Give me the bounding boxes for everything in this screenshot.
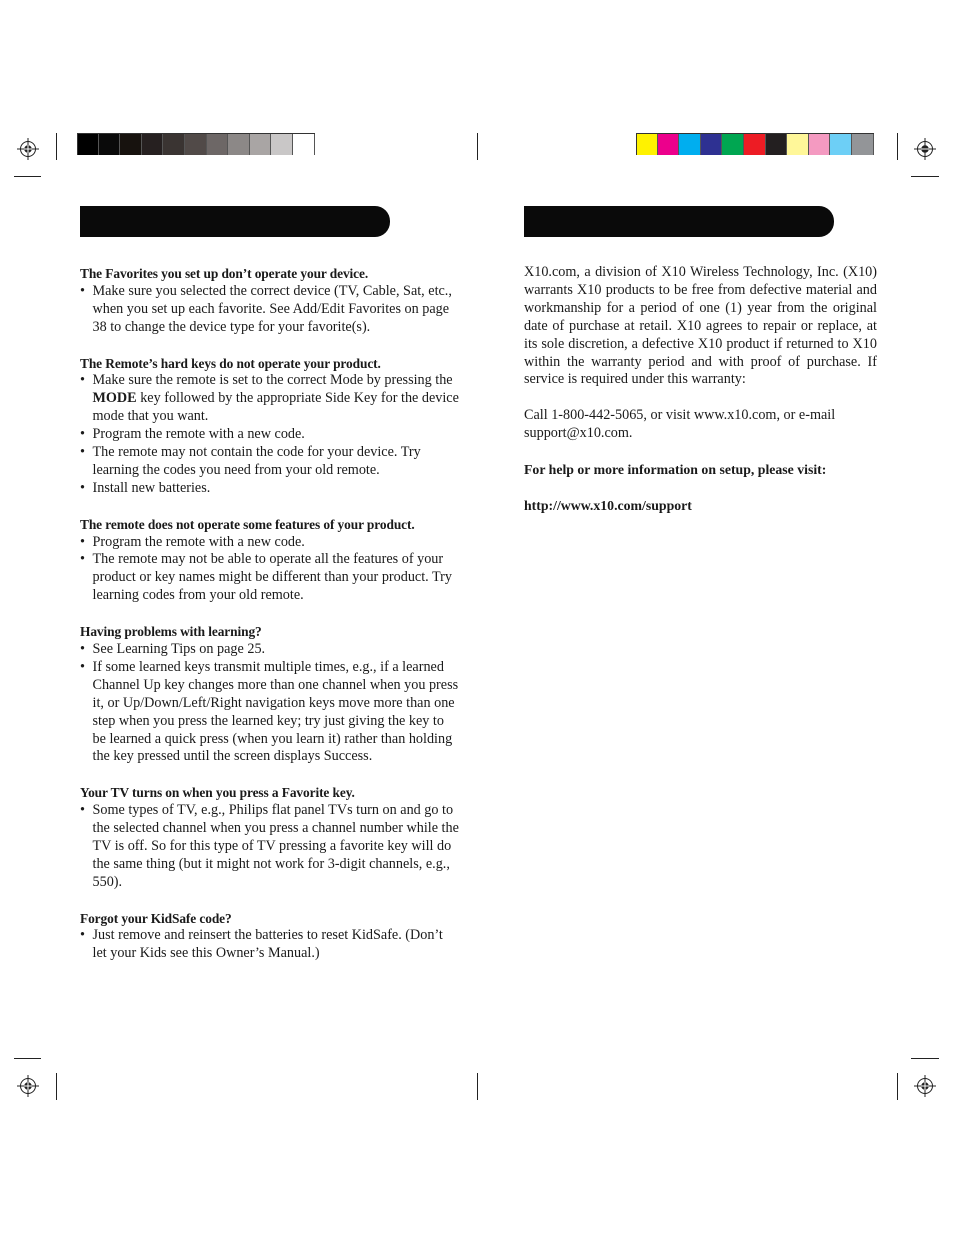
- bullet-item: • See Learning Tips on page 25.: [80, 641, 460, 659]
- section-heading: The Favorites you set up don’t operate your device.: [80, 266, 369, 281]
- troubleshooting-section: [80, 355, 460, 498]
- color-swatch: [658, 134, 680, 155]
- section-heading: Forgot your KidSafe code?: [80, 910, 232, 926]
- troubleshooting-column: [80, 265, 460, 981]
- support-link[interactable]: http://www.x10.com/support: [524, 497, 692, 513]
- gray-swatch: [250, 134, 272, 155]
- crop-mark: [911, 1058, 939, 1059]
- bullet-text: Make sure the remote is set to the correct Mode by pressing the: [92, 372, 453, 389]
- gray-swatch: [207, 134, 229, 155]
- gray-swatch: [163, 134, 185, 155]
- color-swatch: [787, 134, 809, 155]
- gray-swatch: [185, 134, 207, 155]
- bullet-list: [80, 927, 460, 963]
- grayscale-calibration-bar: [77, 133, 315, 154]
- troubleshooting-section: [80, 910, 460, 964]
- color-swatch: [636, 134, 658, 155]
- bullet-item: • Program the remote with a new code.: [80, 534, 460, 552]
- troubleshooting-section: [80, 516, 460, 606]
- bullet-item: • Just remove and reinsert the batteries to reset KidSafe. (Don’t let your Kids see this Owner’s Manual.): [80, 927, 460, 963]
- contact-text: Call 1-800-442-5065, or visit www.x10.com, or e-mail support@x10.com.: [524, 407, 836, 442]
- bullet-list: [80, 534, 460, 606]
- color-swatch: [722, 134, 744, 155]
- section-heading: Having problems with learning?: [80, 624, 262, 640]
- section-heading: The remote does not operate some features of your product.: [80, 516, 415, 532]
- crop-mark: [897, 133, 898, 160]
- gray-swatch: [99, 134, 121, 155]
- bullet-list: [80, 802, 460, 892]
- color-swatch: [809, 134, 831, 155]
- gray-swatch: [271, 134, 293, 155]
- color-swatch: [679, 134, 701, 155]
- mode-key-label: MODE: [92, 390, 137, 407]
- warranty-text: X10.com, a division of X10 Wireless Technology, Inc. (X10) warrants X10 products to be free from defective material and workmanship for a period of one (1) year from the original date of purchase at retail. X10 agrees to repair or replace, at its sole discretion, a defective X10 product if returned to X10 within the warranty period and with proof of purchase. If service is required under this warranty:: [524, 264, 877, 388]
- crop-mark: [911, 176, 939, 177]
- crop-mark: [477, 133, 478, 160]
- warranty-column: [524, 264, 877, 533]
- color-calibration-bar: [636, 133, 874, 154]
- bullet-item: • If some learned keys transmit multiple times, e.g., if a learned Channel Up key changes more than one channel when you press it, or Up/Down/Left/Right navigation keys move more than one step when you press the learned key; try just giving the key to be learned a quick press (when you learn it) rather than holding the key pressed until the screen displays Success.: [80, 659, 460, 766]
- bullet-item: [80, 372, 460, 426]
- color-swatch: [766, 134, 788, 155]
- bullet-item: • Make sure you selected the correct device (TV, Cable, Sat, etc., when you set up each favorite. See Add/Edit Favorites on page 38 to change the device type for your favorite(s).: [80, 283, 460, 337]
- registration-mark-icon: [914, 1075, 936, 1097]
- color-swatch: [852, 134, 874, 155]
- left-section-header: [80, 206, 390, 237]
- crop-mark: [14, 1058, 41, 1059]
- bullet-item: • Install new batteries.: [80, 480, 460, 498]
- gray-swatch: [77, 134, 99, 155]
- bullet-item: • Some types of TV, e.g., Philips flat panel TVs turn on and go to the selected channel when you press a channel number while the TV is off. So for this type of TV pressing a favorite key will do the same thing (but it might not work for 3-digit channels, e.g., 550).: [80, 802, 460, 892]
- color-swatch: [830, 134, 852, 155]
- help-text: For help or more information on setup, please visit:: [524, 461, 827, 477]
- gray-swatch: [293, 134, 315, 155]
- registration-mark-icon: [17, 1075, 39, 1097]
- bullet-item: • The remote may not be able to operate all the features of your product or key names might be different than your product. Try learning codes from your old remote.: [80, 551, 460, 605]
- registration-mark-icon: [914, 138, 936, 160]
- bullet-item: • The remote may not contain the code for your device. Try learning the codes you need from your old remote.: [80, 444, 460, 480]
- right-section-header: [524, 206, 834, 237]
- bullet-list: [80, 283, 460, 337]
- crop-mark: [56, 1073, 57, 1100]
- section-heading: The Remote’s hard keys do not operate your product.: [80, 355, 381, 371]
- color-swatch: [744, 134, 766, 155]
- crop-mark: [897, 1073, 898, 1100]
- troubleshooting-section: [80, 623, 460, 766]
- bullet-list: [80, 372, 460, 497]
- gray-swatch: [228, 134, 250, 155]
- registration-mark-icon: [17, 138, 39, 160]
- section-heading: Your TV turns on when you press a Favorite key.: [80, 785, 355, 801]
- bullet-text: key followed by the appropriate Side Key for the device mode that you want.: [92, 390, 459, 425]
- troubleshooting-section: [80, 265, 460, 337]
- gray-swatch: [142, 134, 164, 155]
- bullet-list: [80, 641, 460, 766]
- color-swatch: [701, 134, 723, 155]
- crop-mark: [56, 133, 57, 160]
- crop-mark: [477, 1073, 478, 1100]
- gray-swatch: [120, 134, 142, 155]
- troubleshooting-section: [80, 784, 460, 891]
- crop-mark: [14, 176, 41, 177]
- bullet-item: • Program the remote with a new code.: [80, 426, 460, 444]
